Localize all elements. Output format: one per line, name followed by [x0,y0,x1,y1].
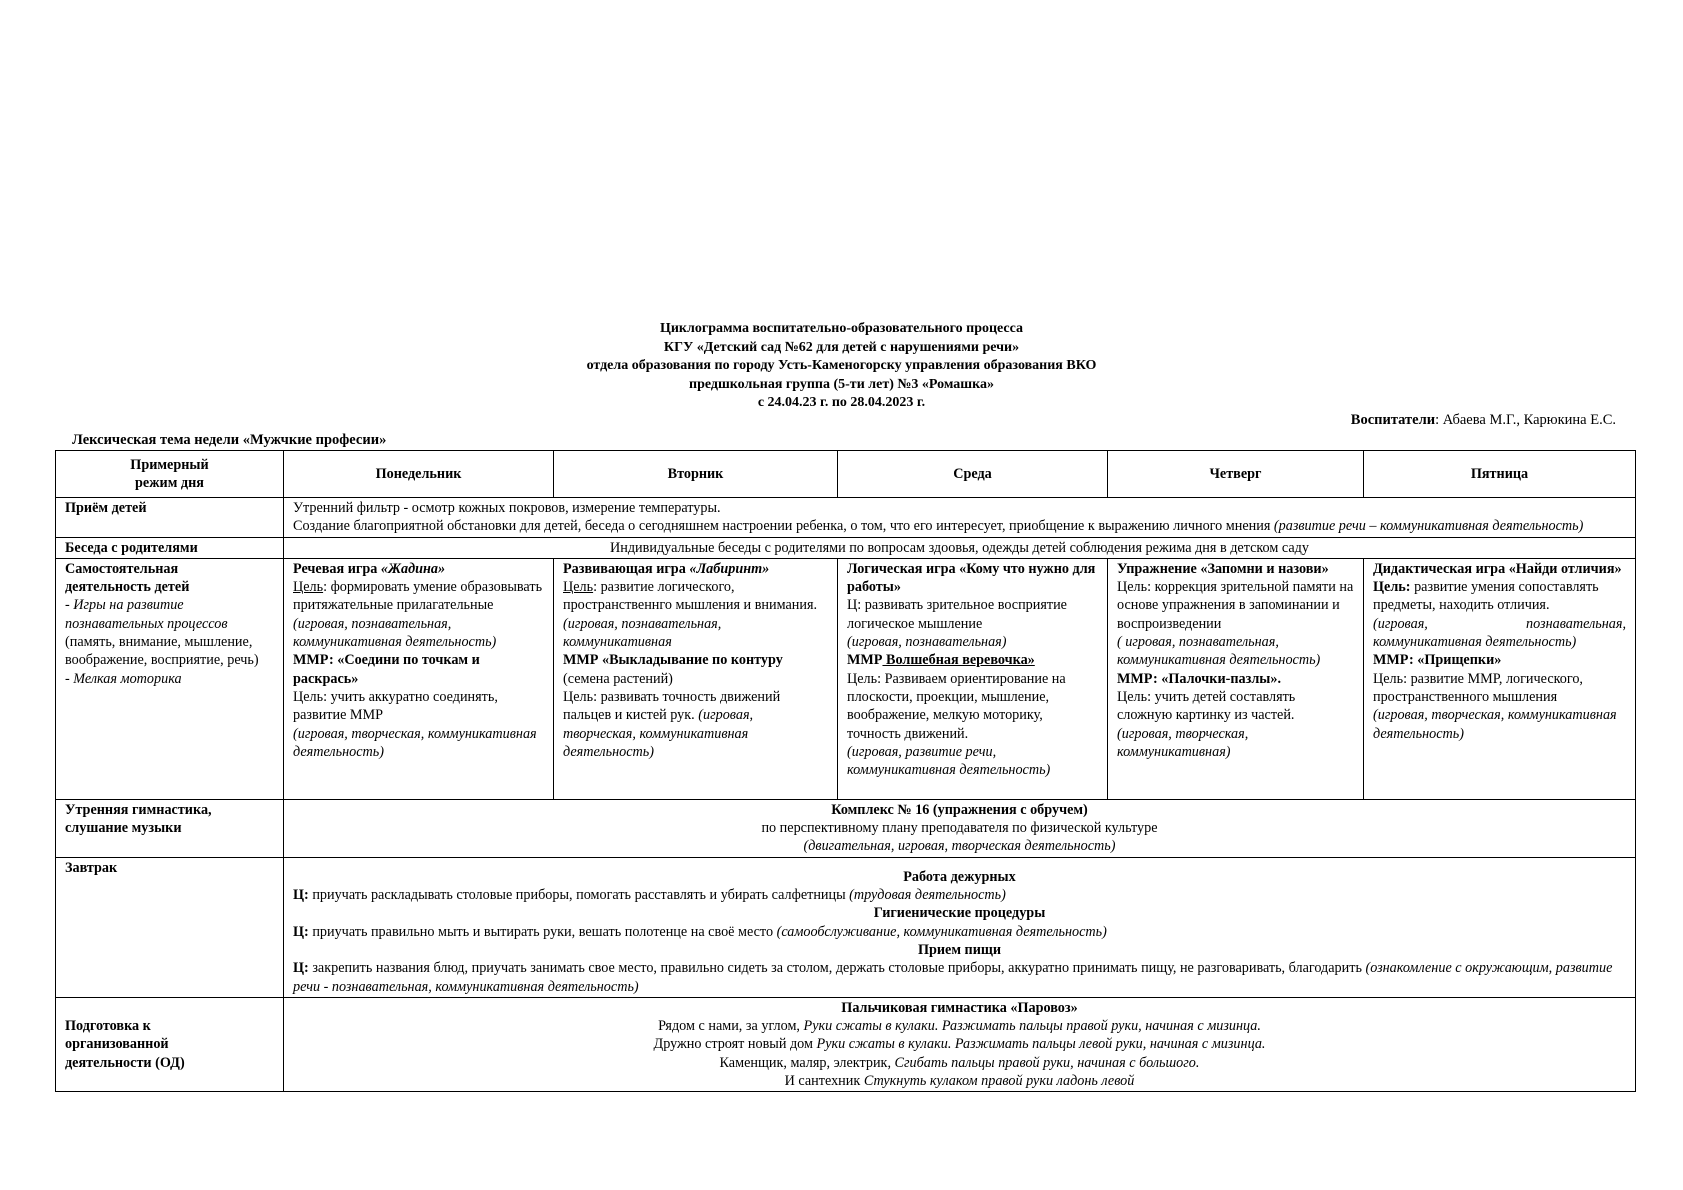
day-header-tuesday: Вторник [554,451,838,498]
independent-wednesday: Логическая игра «Кому что нужно для работы» Ц: развивать зрительное восприятие логическое мышление (игровая, познавательная) ММР Волшебная веревочка» Цель: Развиваем ориентирование на плоскости, проекции, мышление, воображение, мелкую моторику, точность движений. (игровая, развитие речи, коммуникативная деятельность) [838,558,1108,799]
gymnastics-row [56,799,1636,857]
educators-label: Воспитатели [1350,412,1436,428]
independent-monday: Речевая игра «Жадина» Цель: формировать умение образовывать притяжательные прилагательные (игровая, познавательная, коммуникативная деятельность) ММР: «Соедини по точкам и раскрась» Цель: учить аккуратно соединять, развитие ММР (игровая, творческая, коммуникативная деятельность) [284,558,554,799]
title-line-4: предшкольная группа (5-ти лет) №3 «Ромашка» [689,376,994,392]
reception-label: Приём детей [56,498,284,538]
preparation-row [56,997,1636,1091]
schedule-table [55,450,1636,1092]
independent-activity-row [56,558,1636,799]
title-line-1: Циклограмма воспитательно-образовательного процесса [659,321,1024,336]
title-line-2: КГУ «Детский сад №62 для детей с нарушениями речи» [663,339,1020,355]
breakfast-content: Работа дежурных Ц: приучать раскладывать столовые приборы, помогать расставлять и убирать салфетницы (трудовая деятельность) Гигиенические процедуры Ц: приучать правильно мыть и вытирать руки, вешать полотенце на своё место (самообслуживание, коммуникативная деятельность) Прием пищи Ц: закрепить названия блюд, приучать занимать свое место, правильно сидеть за столом, держать столовые приборы, аккуратно принимать пищу, не разговаривать, благодарить (ознакомление с окружающим, развитие речи - познавательная, коммуникативная деятельность) [284,857,1636,997]
regime-header: Примерный режим дня [56,451,284,498]
independent-friday: Дидактическая игра «Найди отличия» Цель: развитие умения сопоставлять предметы, находить отличия. (игровая, познавательная, коммуникативная деятельность) ММР: «Прищепки» Цель: развитие ММР, логического, пространственного мышления (игровая, творческая, коммуникативная деятельность) [1364,558,1636,799]
day-header-thursday: Четверг [1108,451,1364,498]
breakfast-label: Завтрак [56,857,284,997]
independent-tuesday: Развивающая игра «Лабиринт» Цель: развитие логического, пространственнго мышления и внимания. (игровая, познавательная, коммуникативная ММР «Выкладывание по контуру (семена растений) Цель: развивать точность движений пальцев и кистей рук. (игровая, творческая, коммуникативная деятельность) [554,558,838,799]
preparation-content: Пальчиковая гимнастика «Паровоз» Рядом с нами, за углом, Руки сжаты в кулаки. Разжимать пальцы правой руки, начиная с мизинца. Дружно строят новый дом Руки сжаты в кулаки. Разжимать пальцы левой руки, начиная с мизинца. Каменщик, маляр, электрик, Сгибать пальцы правой руки, начиная с большого. И сантехник Стукнуть кулаком правой руки ладонь левой [284,997,1636,1091]
educators-names: : Абаева М.Г., Карюкина Е.С. [1435,412,1616,428]
educators [1351,412,1616,429]
gymnastics-content: Комплекс № 16 (упражнения с обручем) по перспективному плану преподавателя по физической культуре (двигательная, игровая, творческая деятельность) [284,799,1636,857]
day-header-friday: Пятница [1364,451,1636,498]
lexical-topic: Лексическая тема недели «Мужчкие професии» [72,432,387,448]
document-title [0,320,1683,413]
parents-content: Индивидуальные беседы с родителями по вопросам здоовья, одежды детей соблюдения режима дня в детском саду [284,537,1636,558]
reception-row [56,498,1636,538]
independent-thursday: Упражнение «Запомни и назови» Цель: коррекция зрительной памяти на основе упражнения в запоминании и воспроизведении ( игровая, познавательная, коммуникативная деятельность) ММР: «Палочки-пазлы». Цель: учить детей составлять сложную картинку из частей. (игровая, творческая, коммуникативная) [1108,558,1364,799]
table-header-row [56,451,1636,498]
day-header-wednesday: Среда [838,451,1108,498]
title-line-5: с 24.04.23 г. по 28.04.2023 г. [757,395,926,410]
title-line-3: отдела образования по городу Усть-Каменогорску управления образования ВКО [586,358,1097,373]
day-header-monday: Понедельник [284,451,554,498]
parents-label: Беседа с родителями [56,537,284,558]
preparation-label: Подготовка к организованной деятельности (ОД) [56,997,284,1091]
parents-row [56,537,1636,558]
breakfast-row [56,857,1636,997]
reception-content: Утренний фильтр - осмотр кожных покровов, измерение температуры. Создание благоприятной обстановки для детей, беседа о сегодняшнем настроении ребенка, о том, что его интересует, приобщение к выражению личного мнения (развитие речи – коммуникативная деятельность) [284,498,1636,538]
independent-activity-label: Самостоятельная деятельность детей - Игры на развитие познавательных процессов (память, внимание, мышление, воображение, восприятие, речь) - Мелкая моторика [56,558,284,799]
gymnastics-label: Утренняя гимнастика, слушание музыки [56,799,284,857]
